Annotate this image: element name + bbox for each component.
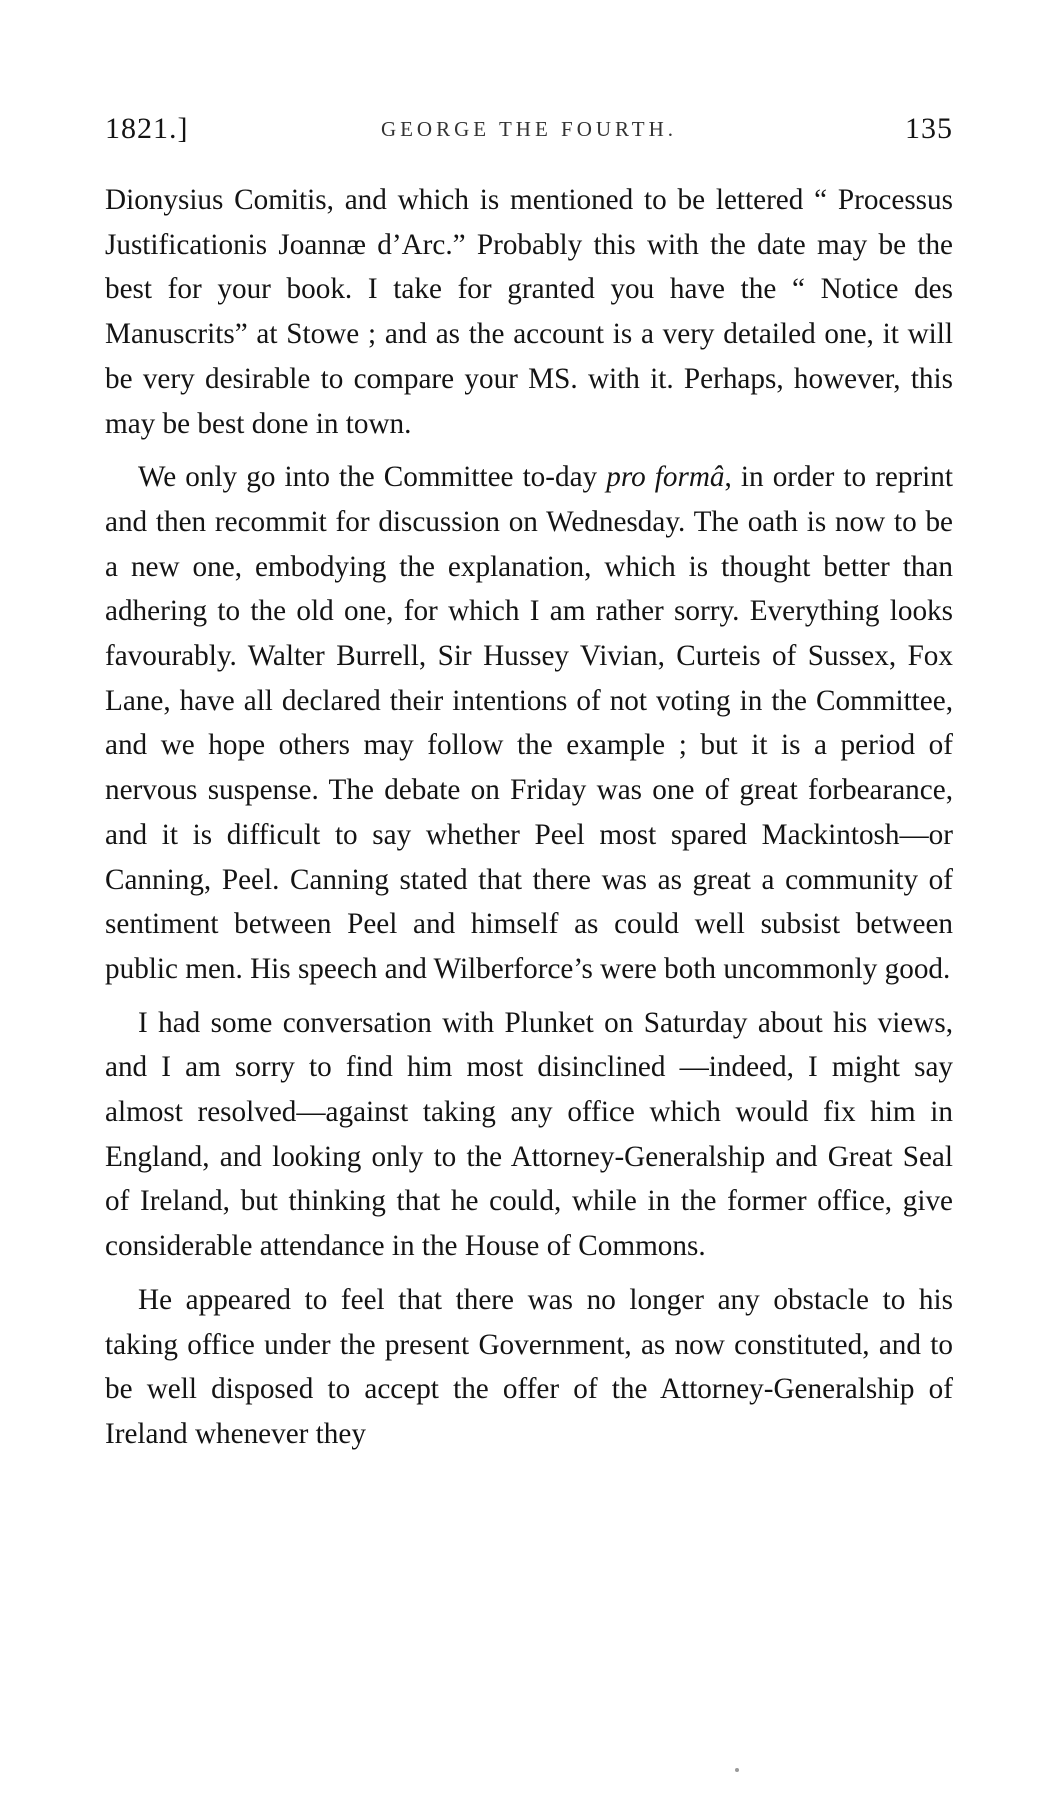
paragraph-2-lead: We only go into the Committee to-day [138, 461, 607, 494]
running-head-year: 1821.] [105, 112, 189, 145]
ink-speck [735, 1768, 739, 1772]
running-head-title: GEORGE THE FOURTH. [380, 117, 678, 141]
body-text [105, 178, 953, 1457]
paragraph-1-text: Dionysius Comitis, and which is mentioned to be lettered “ Processus Justificationis Joannæ d’Arc.” Probably this with the date may be the best for your book. I take for granted you have the “ Notice des Manuscrits” at Stowe ; and as the account is a very detailed one, it will be very desirable to compare your MS. with it. Perhaps, however, this may be best done in town. [105, 184, 953, 440]
paragraph-2 [105, 455, 953, 991]
paragraph-2-emphasis: pro formâ [606, 461, 725, 494]
paragraph-4 [105, 1278, 953, 1457]
paragraph-3 [105, 1001, 953, 1269]
paragraph-3-text: I had some conversation with Plunket on Saturday about his views, and I am sorry to find him most disinclined —indeed, I might say almost resolved—against taking any office which would fix him in England, and looking only to the Attorney-Generalship and Great Seal of Ireland, but thinking that he could, while in the former office, give considerable attendance in the House of Commons. [105, 1006, 953, 1263]
paragraph-1 [105, 178, 953, 446]
paragraph-4-text: He appeared to feel that there was no longer any obstacle to his taking office under the present Government, as now constituted, and to be well disposed to accept the offer of the Attorney-Generalship of Ireland whenever they [105, 1283, 953, 1450]
paragraph-2-tail: , in order to reprint and then recommit for discussion on Wednesday. The oath is now to be a new one, embodying the explanation, which is thought better than adhering to the old one, for which I am rather sorry. Everything looks favourably. Walter Burrell, Sir Hussey Vivian, Curteis of Sussex, Fox Lane, have all declared their intentions of not voting in the Committee, and we hope others may follow the example ; but it is a period of nervous suspense. The debate on Friday was one of great forbearance, and it is difficult to say whether Peel most spared Mackintosh—or Canning, Peel. Canning stated that there was as great a community of sentiment between Peel and himself as could well subsist between public men. His speech and Wilberforce’s were both uncommonly good. [105, 461, 953, 985]
running-head [105, 112, 953, 152]
page-number: 135 [905, 112, 953, 145]
